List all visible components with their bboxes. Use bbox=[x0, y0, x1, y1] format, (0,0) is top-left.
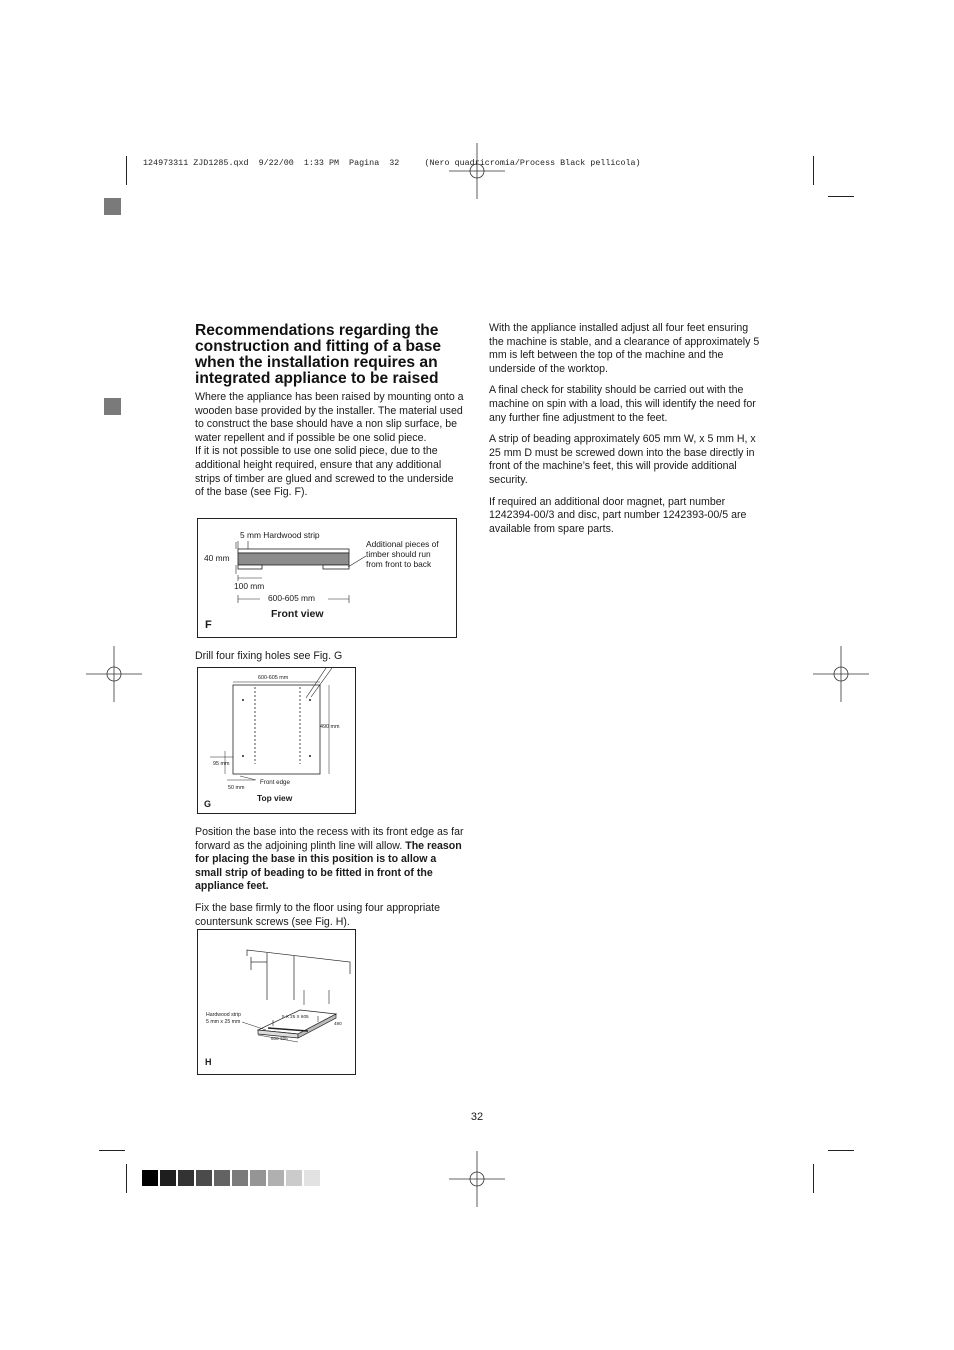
color-swatch bbox=[160, 1170, 176, 1186]
paragraph: If it is not possible to use one solid piece, due to the additional height required, ensure that any additional strips of timber are glued and screwed to the underside of the base (see Fig. F). bbox=[195, 445, 454, 499]
note-line: from front to back bbox=[366, 559, 432, 569]
note-line: timber should run bbox=[366, 549, 431, 559]
registration-square bbox=[104, 398, 121, 415]
right-column bbox=[489, 322, 761, 544]
offset-50-label: 50 mm bbox=[228, 785, 245, 791]
registration-square bbox=[104, 198, 121, 215]
figure-caption: Front view bbox=[271, 608, 324, 620]
depth-label: 490 mm bbox=[320, 724, 340, 730]
width-label: 600-605 bbox=[271, 1036, 288, 1041]
width-100-label: 100 mm bbox=[234, 581, 265, 591]
crop-mark bbox=[828, 196, 854, 197]
strip-size-label: 5 mm x 25 mm bbox=[206, 1019, 241, 1025]
figure-g-top-view bbox=[197, 667, 356, 814]
figure-h-drawing bbox=[198, 930, 355, 1074]
crop-mark bbox=[813, 156, 814, 185]
color-swatch bbox=[304, 1170, 320, 1186]
height-label: 40 mm bbox=[204, 553, 230, 563]
width-label: 600-605 mm bbox=[268, 593, 316, 603]
color-swatch bbox=[268, 1170, 284, 1186]
crop-mark bbox=[99, 1150, 125, 1151]
left-column bbox=[195, 323, 465, 500]
color-swatch bbox=[178, 1170, 194, 1186]
crop-mark bbox=[126, 1164, 127, 1193]
figure-f-front-view bbox=[197, 518, 457, 638]
print-slug: 124973311 ZJD1285.qxd 9/22/00 1:33 PM Pagina 32 (Nero quadricromia/Process Black pellicola) bbox=[143, 158, 641, 168]
width-label: 600-605 mm bbox=[258, 675, 289, 681]
crop-mark bbox=[828, 1150, 854, 1151]
paragraph: With the appliance installed adjust all four feet ensuring the machine is stable, and a clearance of approximately 5 mm is left between the top of the machine and the underside of the worktop. bbox=[489, 322, 760, 375]
note-line: Additional pieces of bbox=[366, 539, 439, 549]
front-edge-label: Front edge bbox=[260, 779, 290, 786]
paragraph: Where the appliance has been raised by mounting onto a wooden base provided by the installer. The material used to construct the base should have a non slip surface, be water repellent and if possible be one solid piece. bbox=[195, 391, 464, 444]
figure-f-drawing bbox=[198, 519, 456, 637]
strip-label: 5 mm Hardwood strip bbox=[240, 530, 320, 540]
figure-letter: F bbox=[205, 619, 212, 631]
crop-mark bbox=[813, 1164, 814, 1193]
paragraph: A final check for stability should be carried out with the machine on spin with a load, this will identify the need for any further fine adjustment to the feet. bbox=[489, 384, 756, 424]
color-swatch bbox=[232, 1170, 248, 1186]
figure-g-drawing bbox=[198, 668, 355, 813]
registration-target-icon bbox=[813, 646, 869, 702]
figure-letter: G bbox=[204, 799, 212, 809]
section-heading: Recommendations regarding the construction and fitting of a base when the installation requires an integrated appliance to be raised bbox=[195, 322, 442, 387]
registration-target-icon bbox=[449, 143, 505, 199]
registration-target-icon bbox=[449, 1151, 505, 1207]
depth-label: 490 bbox=[334, 1021, 342, 1026]
figure-letter: H bbox=[205, 1057, 212, 1067]
paragraph: If required an additional door magnet, part number 1242394-00/3 and disc, part number 1242393-00/5 are available from spare parts. bbox=[489, 495, 747, 535]
registration-target-icon bbox=[86, 646, 142, 702]
crop-mark bbox=[126, 156, 127, 185]
paragraph: A strip of beading approximately 605 mm W, x 5 mm H, x 25 mm D must be screwed down into the base directly in front of the machine’s feet, this will provide additional security. bbox=[489, 433, 756, 486]
strip-dims-label: 5 X 25 X 605 bbox=[282, 1014, 309, 1019]
color-swatch bbox=[196, 1170, 212, 1186]
color-swatch bbox=[214, 1170, 230, 1186]
offset-95-label: 95 mm bbox=[213, 761, 230, 767]
figure-caption: Top view bbox=[257, 793, 293, 803]
figure-h-installation bbox=[197, 929, 356, 1075]
page-number: 32 bbox=[470, 1111, 484, 1123]
paragraph: Fix the base firmly to the floor using four appropriate countersunk screws (see Fig. H). bbox=[195, 901, 440, 928]
color-swatch bbox=[250, 1170, 266, 1186]
color-swatch bbox=[142, 1170, 158, 1186]
drill-instruction: Drill four fixing holes see Fig. G bbox=[195, 650, 343, 662]
color-swatch bbox=[286, 1170, 302, 1186]
paragraph: Position the base into the recess with its front edge as far forward as the adjoining plinth line will allow. The reason for placing the base in this position is to allow a small strip of beading to be fitted in front of the appliance feet. bbox=[195, 826, 464, 893]
strip-label: Hardwood strip bbox=[206, 1012, 241, 1018]
left-column-lower bbox=[195, 826, 465, 937]
